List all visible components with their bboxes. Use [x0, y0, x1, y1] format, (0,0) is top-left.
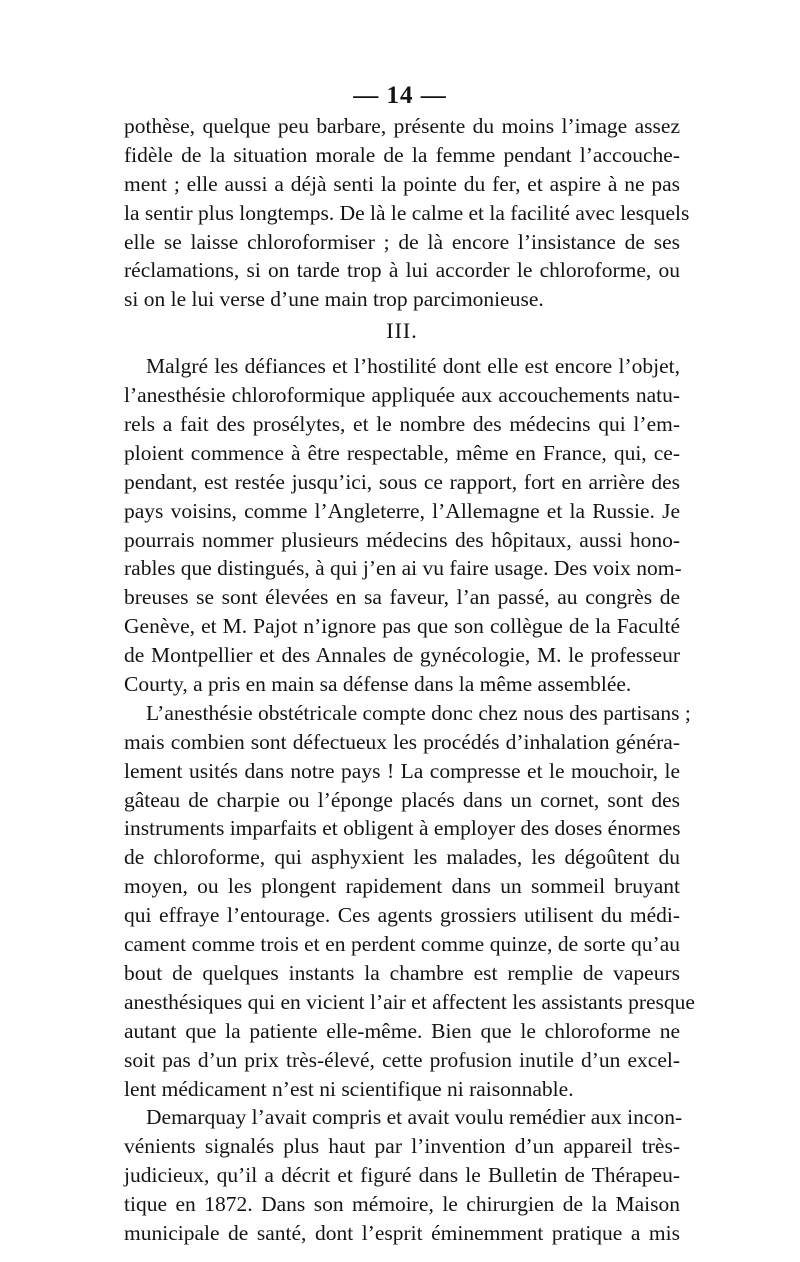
text-line: elle se laisse chloroformiser ; de là encore l’insistance de ses: [124, 229, 680, 254]
text-line: anesthésiques qui en vicient l’air et affectent les assistants presque: [124, 989, 695, 1014]
text-line: ment ; elle aussi a déjà senti la pointe du fer, et aspire à ne pas: [124, 171, 680, 196]
text-line: bout de quelques instants la chambre est remplie de vapeurs: [124, 960, 680, 985]
text-line: la sentir plus longtemps. De là le calme et la facilité avec lesquels: [124, 200, 690, 225]
text-line: mais combien sont défectueux les procédés d’inhalation généra-: [124, 729, 680, 754]
text-line: instruments imparfaits et obligent à employer des doses énormes: [124, 816, 681, 841]
text-line: de Montpellier et des Annales de gynécologie, M. le professeur: [124, 643, 680, 668]
text-line: L’anesthésie obstétricale compte donc chez nous des partisans ;: [146, 700, 691, 725]
text-line: lement usités dans notre pays ! La compresse et le mouchoir, le: [124, 758, 680, 783]
paragraph-1: [124, 112, 690, 314]
text-line: Malgré les défiances et l’hostilité dont elle est encore l’objet,: [146, 354, 680, 379]
text-line: si on le lui verse d’une main trop parcimonieuse.: [124, 287, 544, 312]
text-line: judicieux, qu’il a décrit et figuré dans le Bulletin de Thérapeu-: [124, 1163, 680, 1188]
text-line: Demarquay l’avait compris et avait voulu remédier aux incon-: [146, 1105, 683, 1130]
text-line: rables que distingués, à qui j’en ai vu faire usage. Des voix nom-: [124, 556, 682, 581]
text-line: de chloroforme, qui asphyxient les malades, les dégoûtent du: [124, 845, 680, 870]
text-line: moyen, ou les plongent rapidement dans un sommeil bruyant: [124, 874, 680, 899]
text-line: cament comme trois et en perdent comme quinze, de sorte qu’au: [124, 932, 680, 957]
text-line: breuses se sont élevées en sa faveur, l’an passé, au congrès de: [124, 585, 680, 610]
text-line: autant que la patiente elle-même. Bien que le chloroforme ne: [124, 1018, 680, 1043]
text-line: gâteau de charpie ou l’éponge placés dans un cornet, sont des: [124, 787, 680, 812]
text-line: ploient commence à être respectable, même en France, qui, ce-: [124, 440, 680, 465]
page-number: — 14 —: [353, 82, 447, 109]
text-line: soit pas d’un prix très-élevé, cette profusion inutile d’un excel-: [124, 1047, 680, 1072]
text-line: fidèle de la situation morale de la femme pendant l’accouche-: [124, 142, 680, 167]
text-line: vénients signalés plus haut par l’invention d’un appareil très-: [124, 1134, 680, 1159]
text-line: Courty, a pris en main sa défense dans la même assemblée.: [124, 672, 632, 697]
text-line: pendant, est restée jusqu’ici, sous ce rapport, fort en arrière des: [124, 469, 680, 494]
text-line: pays voisins, comme l’Angleterre, l’Allemagne et la Russie. Je: [124, 498, 680, 523]
paragraph-2: [124, 352, 680, 699]
text-line: tique en 1872. Dans son mémoire, le chirurgien de la Maison: [124, 1192, 680, 1217]
text-line: lent médicament n’est ni scientifique ni raisonnable.: [124, 1076, 574, 1101]
text-line: Genève, et M. Pajot n’ignore pas que son collègue de la Faculté: [124, 614, 680, 639]
paragraph-3: [124, 699, 695, 1103]
section-heading: III.: [386, 318, 418, 344]
text-line: pourrais nommer plusieurs médecins des hôpitaux, aussi hono-: [124, 527, 680, 552]
text-line: l’anesthésie chloroformique appliquée aux accouchements natu-: [124, 383, 680, 408]
text-line: municipale de santé, dont l’esprit éminemment pratique a mis: [124, 1220, 680, 1245]
text-line: pothèse, quelque peu barbare, présente du moins l’image assez: [124, 114, 680, 138]
paragraph-4: [124, 1103, 683, 1247]
text-line: rels a fait des prosélytes, et le nombre des médecins qui l’em-: [124, 412, 680, 437]
page-text: [124, 112, 695, 1248]
text-line: réclamations, si on tarde trop à lui accorder le chloroforme, ou: [124, 258, 680, 283]
text-line: qui effraye l’entourage. Ces agents grossiers utilisent du médi-: [124, 903, 680, 928]
